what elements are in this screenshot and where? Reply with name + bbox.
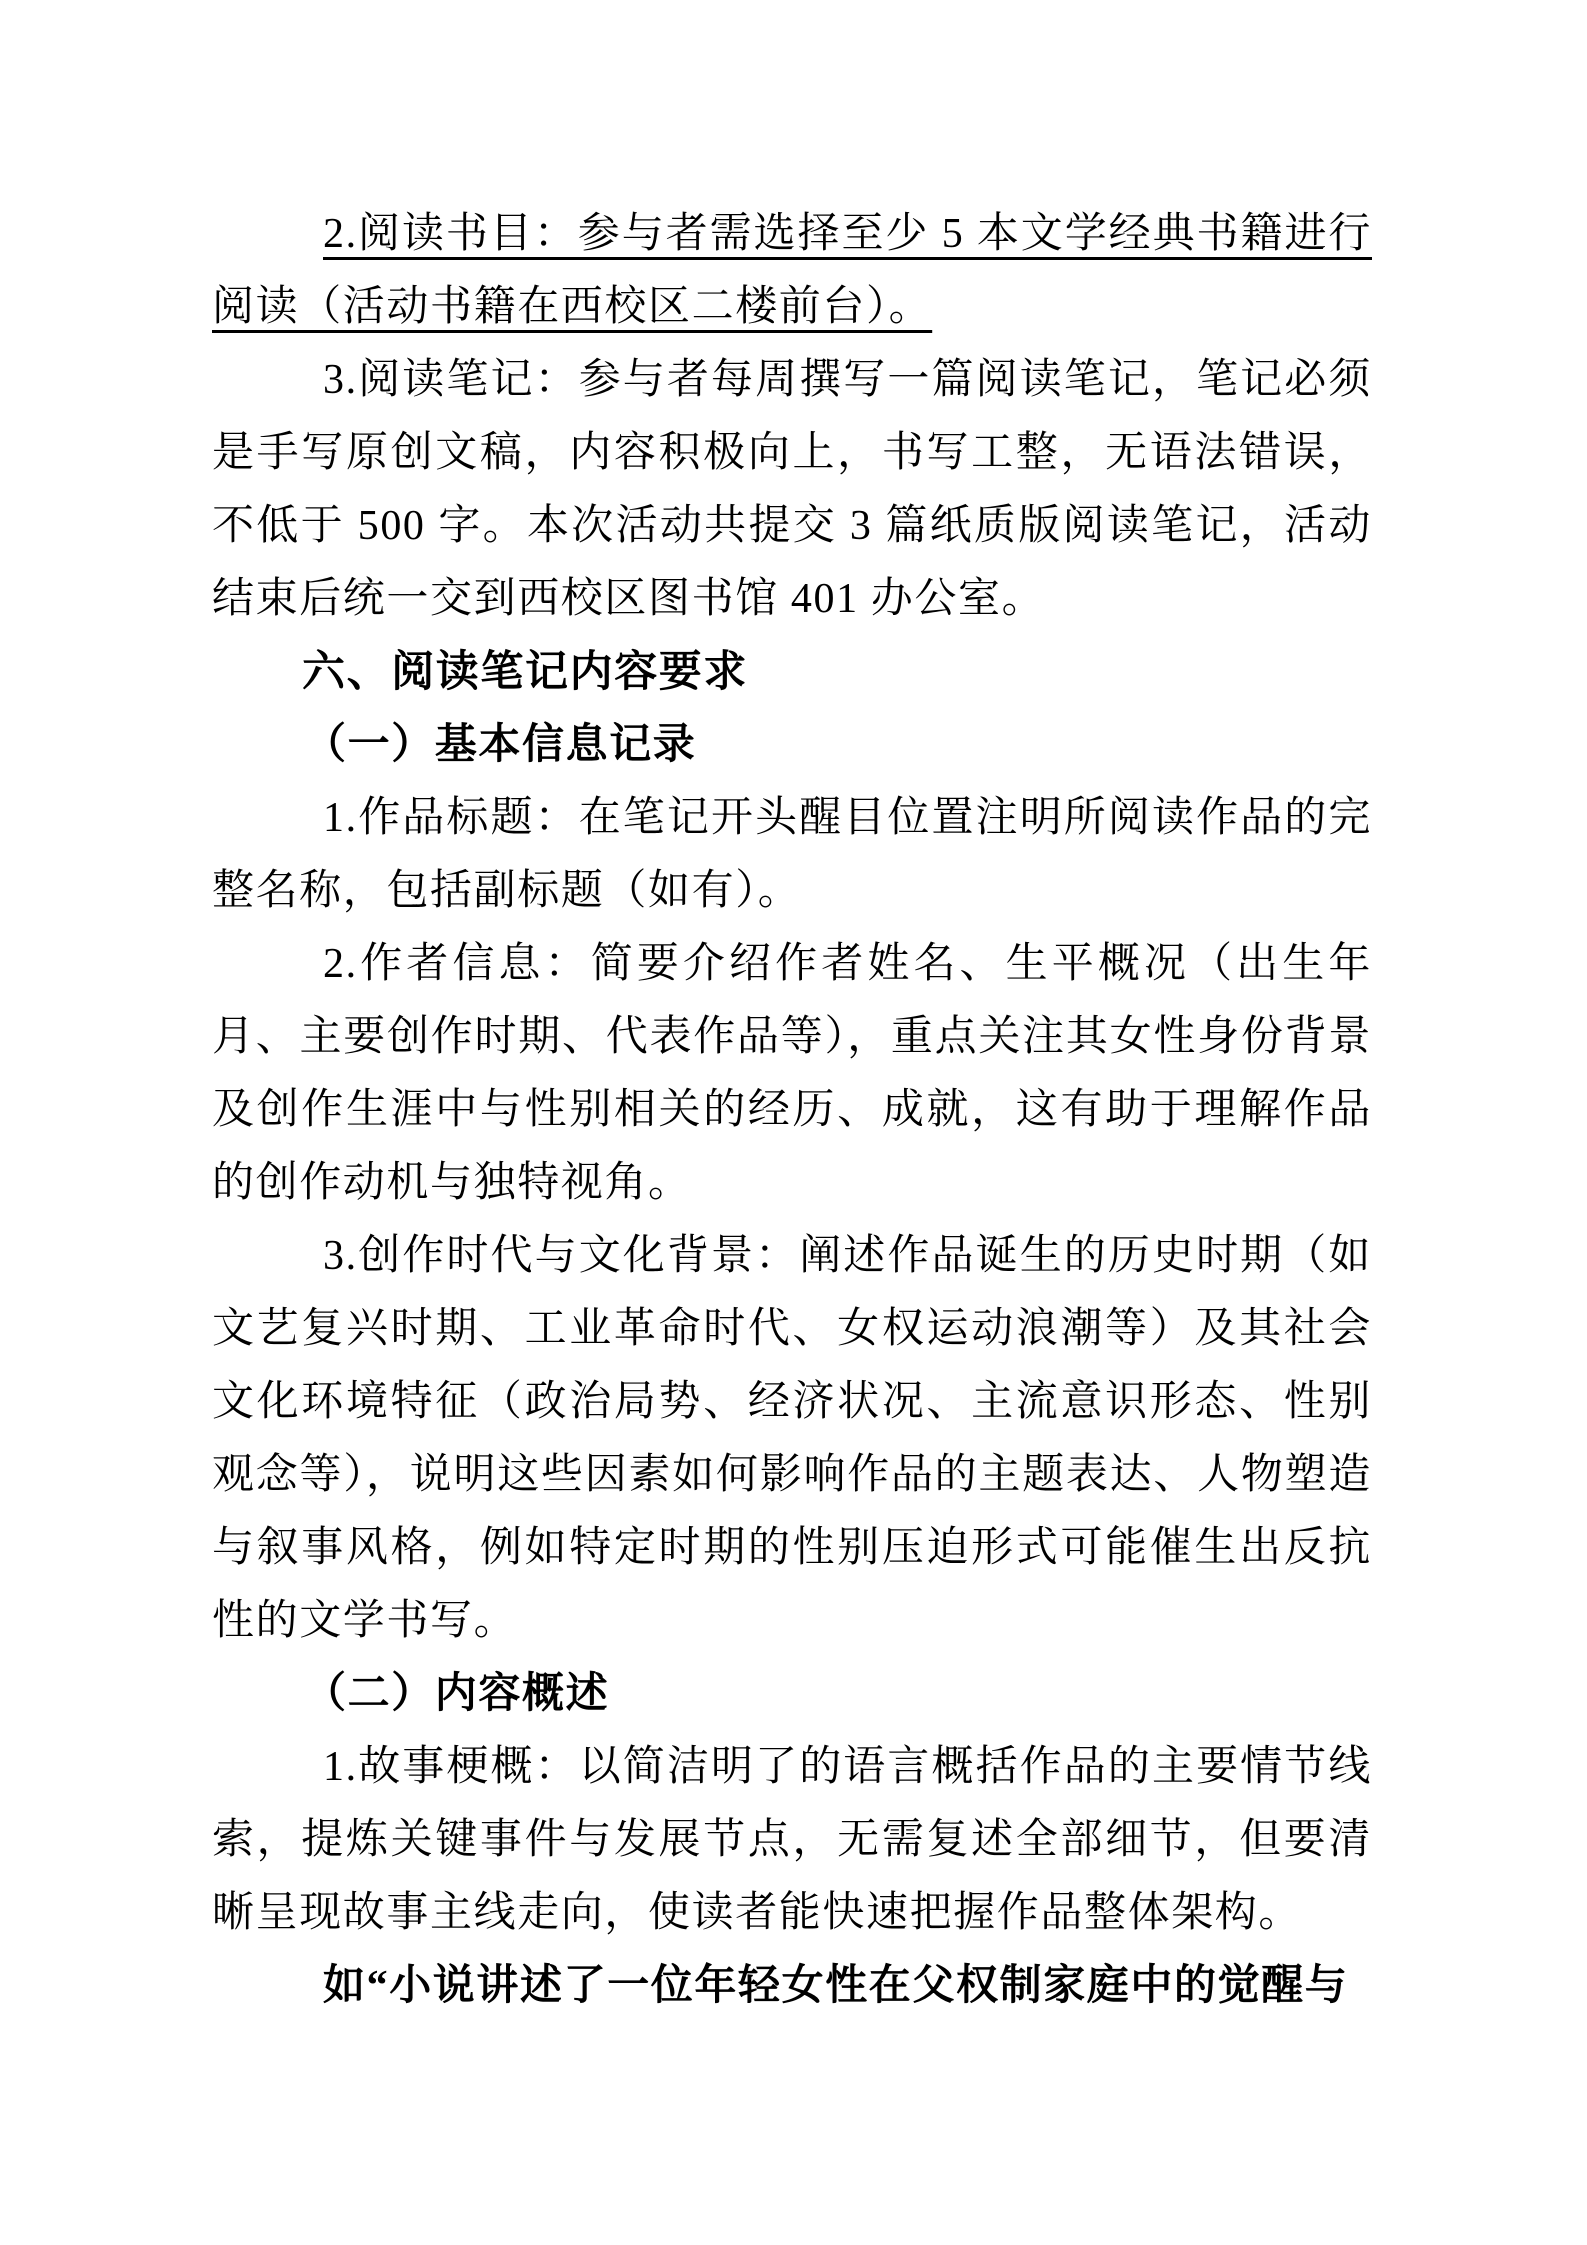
heading-section-six: 六、阅读笔记内容要求	[302, 648, 748, 696]
subheading-basic-info: （一）基本信息记录	[304, 722, 697, 768]
para-reading-booklist: 2.阅读书目：参与者需选择至少 5 本文学经典书籍进行阅读（活动书籍在西校区二楼前台）。	[212, 211, 1372, 330]
para-era-background: 3.创作时代与文化背景：阐述作品诞生的历史时期（如文艺复兴时期、工业革命时代、女权运动浪潮等）及其社会文化环境特征（政治局势、经济状况、主流意识形态、性别观念等），说明这些因素如何影响作品的主题表达、人物塑造与叙事风格，例如特定时期的性别压迫形式可能催生出反抗性的文学书写。	[212, 1233, 1372, 1644]
para-example-quote: 如“小说讲述了一位年轻女性在父权制家庭中的觉醒与	[323, 1963, 1349, 2009]
para-work-title: 1.作品标题：在笔记开头醒目位置注明所阅读作品的完整名称，包括副标题（如有）。	[212, 795, 1372, 914]
document-body	[212, 198, 1372, 2023]
para-reading-notes-rule: 3.阅读笔记：参与者每周撰写一篇阅读笔记，笔记必须是手写原创文稿，内容积极向上，书写工整，无语法错误，不低于 500 字。本次活动共提交 3 篇纸质版阅读笔记，活动结束后统一交到西校区图书馆 401 办公室。	[212, 357, 1372, 622]
para-author-info: 2.作者信息：简要介绍作者姓名、生平概况（出生年月、主要创作时期、代表作品等），重点关注其女性身份背景及创作生涯中与性别相关的经历、成就，这有助于理解作品的创作动机与独特视角。	[212, 941, 1372, 1206]
para-story-outline: 1.故事梗概：以简洁明了的语言概括作品的主要情节线索，提炼关键事件与发展节点，无需复述全部细节，但要清晰呈现故事主线走向，使读者能快速把握作品整体架构。	[212, 1744, 1372, 1936]
subheading-content-summary: （二）内容概述	[304, 1671, 610, 1717]
